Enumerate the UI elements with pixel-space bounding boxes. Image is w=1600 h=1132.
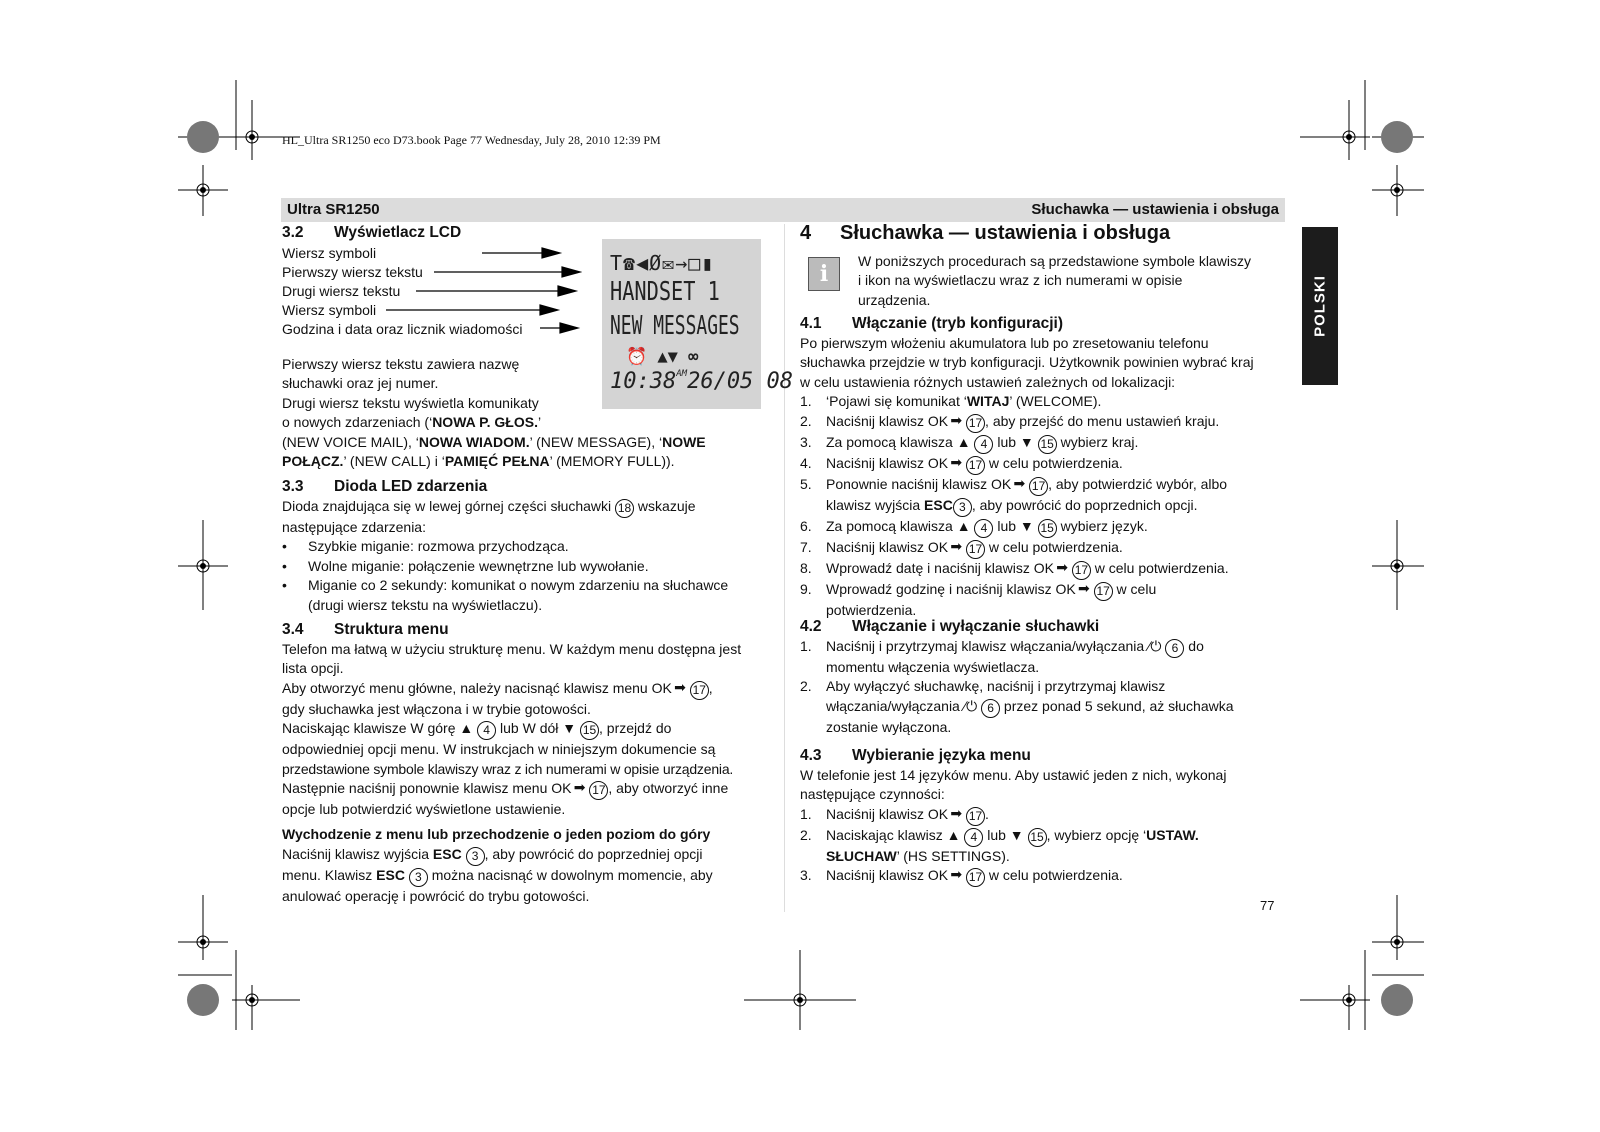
ok-key-icon: OK ➡ (928, 454, 962, 473)
header-chapter: Słuchawka — ustawienia i obsługa (1031, 201, 1279, 218)
section-3-2-heading: 3.2 Wyświetlacz LCD (282, 224, 462, 241)
list-item: 5. Ponownie naciśnij klawisz OK ➡ 17 , aby potwierdzić wybór, albo klawisz wyjścia ESC 3 , aby powrócić do poprzednich opcji. (800, 475, 1285, 517)
list-item: • Szybkie miganie: rozmowa przychodząca. (282, 537, 782, 556)
list-item: • Miganie co 2 sekundy: komunikat o nowym zdarzeniu na słuchawce (drugi wiersz tekstu na wyświetlaczu). (282, 576, 782, 615)
list-item: 2. Aby wyłączyć słuchawkę, naciśnij i przytrzymaj klawisz włączania/wyłączania ∕⏻ 6 przez ponad 5 sekund, aż słuchawka zostanie wyłączona. (800, 678, 1234, 735)
list-item: 3. Za pomocą klawisza ▲ 4 lub ▼ 15 wybierz kraj. (800, 433, 1285, 454)
section-4-1-heading: 4.1 Włączanie (tryb konfiguracji) (800, 315, 1064, 332)
lcd-time: 10:38 (610, 369, 677, 394)
subheading-exit-menu: Wychodzenie z menu lub przechodzenie o jeden poziom do góry (282, 826, 711, 843)
list-item: 1. Naciśnij klawisz OK ➡ 17 . (800, 805, 1285, 826)
info-note: W poniższych procedurach są przedstawione symbole klawiszy i ikon na wyświetlaczu wraz z ich numerami w opisie urządzenia. (858, 253, 1251, 308)
ok-key-icon: OK ➡ (928, 805, 962, 824)
section-3-3-text: Dioda znajdująca się w lewej górnej części słuchawki 18 wskazuje następujące zdarzenia: • Szybkie miganie: rozmowa przychodząca. • Wolne miganie: połączenie wewnętrzne lub wywołanie. • Miganie co 2 sekundy: komunikat o nowym zdarzeniu na słuchawce (drugi wiersz tekstu na wyświetlaczu). (282, 497, 782, 615)
list-item: 9. Wprowadź godzinę i naciśnij klawisz OK ➡ 17 w celu potwierdzenia. (800, 580, 1285, 620)
lcd-label: Pierwszy wiersz tekstu (282, 264, 423, 280)
lcd-label: Drugi wiersz tekstu (282, 283, 401, 299)
ok-key-icon: OK ➡ (652, 679, 686, 698)
list-item: 2. Naciskając klawisz ▲ 4 lub ▼ 15 , wybierz opcję ‘USTAW. SŁUCHAW’ (HS SETTINGS). (800, 826, 1199, 864)
power-steps-list (800, 637, 1285, 737)
lcd-am: AM (676, 369, 688, 379)
section-3-4-text: Telefon ma łatwą w użyciu strukturę menu. W każdym menu dostępna jest lista opcji. Aby otworzyć menu główne, należy nacisnąć klawisz menu OK ➡ 17 , gdy słuchawka jest włączona i w trybie gotowości. Naciskając klawisze W górę ▲ 4 lub W dół ▼ 15 , przejdź do odpowiedniej opcji menu. W instrukcjach w niniejszym dokumencie są przedstawione symbole klawiszy wraz z ich numerami w opisie urządzenia. Następnie naciśnij ponownie klawisz menu OK ➡ 17 , aby otworzyć inne opcje lub potwierdzić wyświetlone ustawienie. Wychodzenie z menu lub przechodzenie o jeden poziom do góry Naciśnij klawisz wyjścia ESC 3 , aby powrócić do poprzedniej opcji menu. Klawisz ESC 3 można nacisnąć w dowolnym momencie, aby anulować operację i powrócić do trybu gotowości. (282, 640, 782, 906)
section-3-3-heading: 3.3 Dioda LED zdarzenia (282, 478, 488, 495)
page-number: 77 (1260, 898, 1275, 913)
lcd-line-1: HANDSET 1 (610, 277, 720, 307)
lcd-symbol-row-2: ⏰ ▲▼ ∞ (626, 347, 699, 367)
lcd-line-2: NEW MESSAGES (610, 311, 740, 341)
list-item: 8. Wprowadź datę i naciśnij klawisz OK ➡ 17 w celu potwierdzenia. (800, 559, 1285, 580)
section-4-2-heading: 4.2 Włączanie i wyłączanie słuchawki (800, 618, 1100, 635)
list-item: 4. Naciśnij klawisz OK ➡ 17 w celu potwierdzenia. (800, 454, 1285, 475)
file-slug: HL_Ultra SR1250 eco D73.book Page 77 Wednesday, July 28, 2010 12:39 PM (282, 133, 661, 147)
list-item: 7. Naciśnij klawisz OK ➡ 17 w celu potwierdzenia. (800, 538, 1285, 559)
language-tab-label: POLSKI (1311, 275, 1329, 337)
lcd-label: Wiersz symboli (282, 302, 377, 318)
running-header (281, 198, 1285, 222)
lcd-date: 26/05 08 (687, 369, 794, 394)
ok-key-icon: OK ➡ (991, 475, 1025, 494)
lcd-label: Godzina i data oraz licznik wiadomości (282, 321, 523, 337)
lcd-symbol-row: T☎◀Ø✉→□▮ (610, 251, 715, 275)
list-item: 6. Za pomocą klawisza ▲ 4 lub ▼ 15 wybierz język. (800, 517, 1285, 538)
column-divider (784, 224, 785, 912)
ok-key-icon: OK ➡ (928, 538, 962, 557)
list-item: 1. Naciśnij i przytrzymaj klawisz włączania/wyłączania ∕⏻ 6 do momentu włączenia wyświetlacza. (800, 638, 1204, 675)
ok-key-icon: OK ➡ (928, 412, 962, 431)
section-4-3-heading: 4.3 Wybieranie języka menu (800, 747, 1031, 764)
language-tab (1302, 227, 1338, 385)
section-3-2-text: Pierwszy wiersz tekstu zawiera nazwę słuchawki oraz jej numer. Drugi wiersz tekstu wyświetla komunikaty o nowych zdarzeniach (‘NOWA P. GŁOS.’ (NEW VOICE MAIL), ‘NOWA WIADOM.’ (NEW MESSAGE), ‘NOWE POŁĄCZ.’ (NEW CALL) i ‘PAMIĘĆ PEŁNA’ (MEMORY FULL)). (282, 356, 706, 470)
section-4-2-text (800, 637, 1285, 737)
list-item: 2. Naciśnij klawisz OK ➡ 17 , aby przejść do menu ustawień kraju. (800, 412, 1285, 433)
section-4-1-text: Po pierwszym włożeniu akumulatora lub po zresetowaniu telefonu słuchawka przejdzie w tryb konfiguracji. Użytkownik powinien wybrać kraj w celu ustawienia różnych ustawień zależnych od lokalizacji: 1. ‘Pojawi się komunikat ‘WITAJ’ (WELCOME). 2. Naciśnij klawisz OK ➡ 17 , aby przejść do menu ustawień kraju. 3. Za pomocą klawisza ▲ 4 lub ▼ 15 wybierz kraj. 4. Naciśnij klawisz OK ➡ 17 w celu potwierdzenia. 5. Ponownie naciśnij klawisz OK ➡ 17 , aby potwierdzić wybór, albo klawisz wyjścia ESC 3 , aby powrócić do poprzednich opcji. 6. Za pomocą klawisza ▲ 4 lub ▼ 15 wybierz język. 7. Naciśnij klawisz OK ➡ 17 w celu potwierdzenia. 8. Wprowadź datę i naciśnij klawisz OK ➡ 17 w celu potwierdzenia. 9. Wprowadź godzinę i naciśnij klawisz OK ➡ 17 w celu potwierdzenia. (800, 334, 1285, 620)
led-events-list (282, 537, 782, 615)
list-item: 1. ‘Pojawi się komunikat ‘WITAJ’ (WELCOME). (800, 393, 1102, 410)
lcd-callout-arrows (380, 244, 582, 344)
ok-key-icon: OK ➡ (551, 779, 585, 798)
section-4-3-text: W telefonie jest 14 języków menu. Aby ustawić jeden z nich, wykonaj następujące czynności: 1. Naciśnij klawisz OK ➡ 17 . 2. Naciskając klawisz ▲ 4 lub ▼ 15 , wybierz opcję ‘USTAW. SŁUCHAW’ (HS SETTINGS). 3. Naciśnij klawisz OK ➡ 17 w celu potwierdzenia. (800, 766, 1285, 887)
ok-key-icon: OK ➡ (928, 866, 962, 885)
list-item: 3. Naciśnij klawisz OK ➡ 17 w celu potwierdzenia. (800, 866, 1285, 887)
chapter-4-heading: 4 Słuchawka — ustawienia i obsługa (800, 222, 1171, 244)
ok-key-icon: OK ➡ (1034, 559, 1068, 578)
setup-steps-list (800, 392, 1285, 620)
power-key-icon: ∕⏻ (1148, 638, 1162, 654)
lcd-label: Wiersz symboli (282, 245, 377, 261)
power-key-icon: ∕⏻ (963, 697, 978, 714)
section-3-4-heading: 3.4 Struktura menu (282, 621, 449, 638)
ok-key-icon: OK ➡ (1056, 580, 1090, 599)
info-icon: i (808, 257, 840, 291)
language-steps-list (800, 805, 1285, 887)
header-product: Ultra SR1250 (287, 201, 380, 218)
list-item: • Wolne miganie: połączenie wewnętrzne lub wywołanie. (282, 557, 782, 576)
